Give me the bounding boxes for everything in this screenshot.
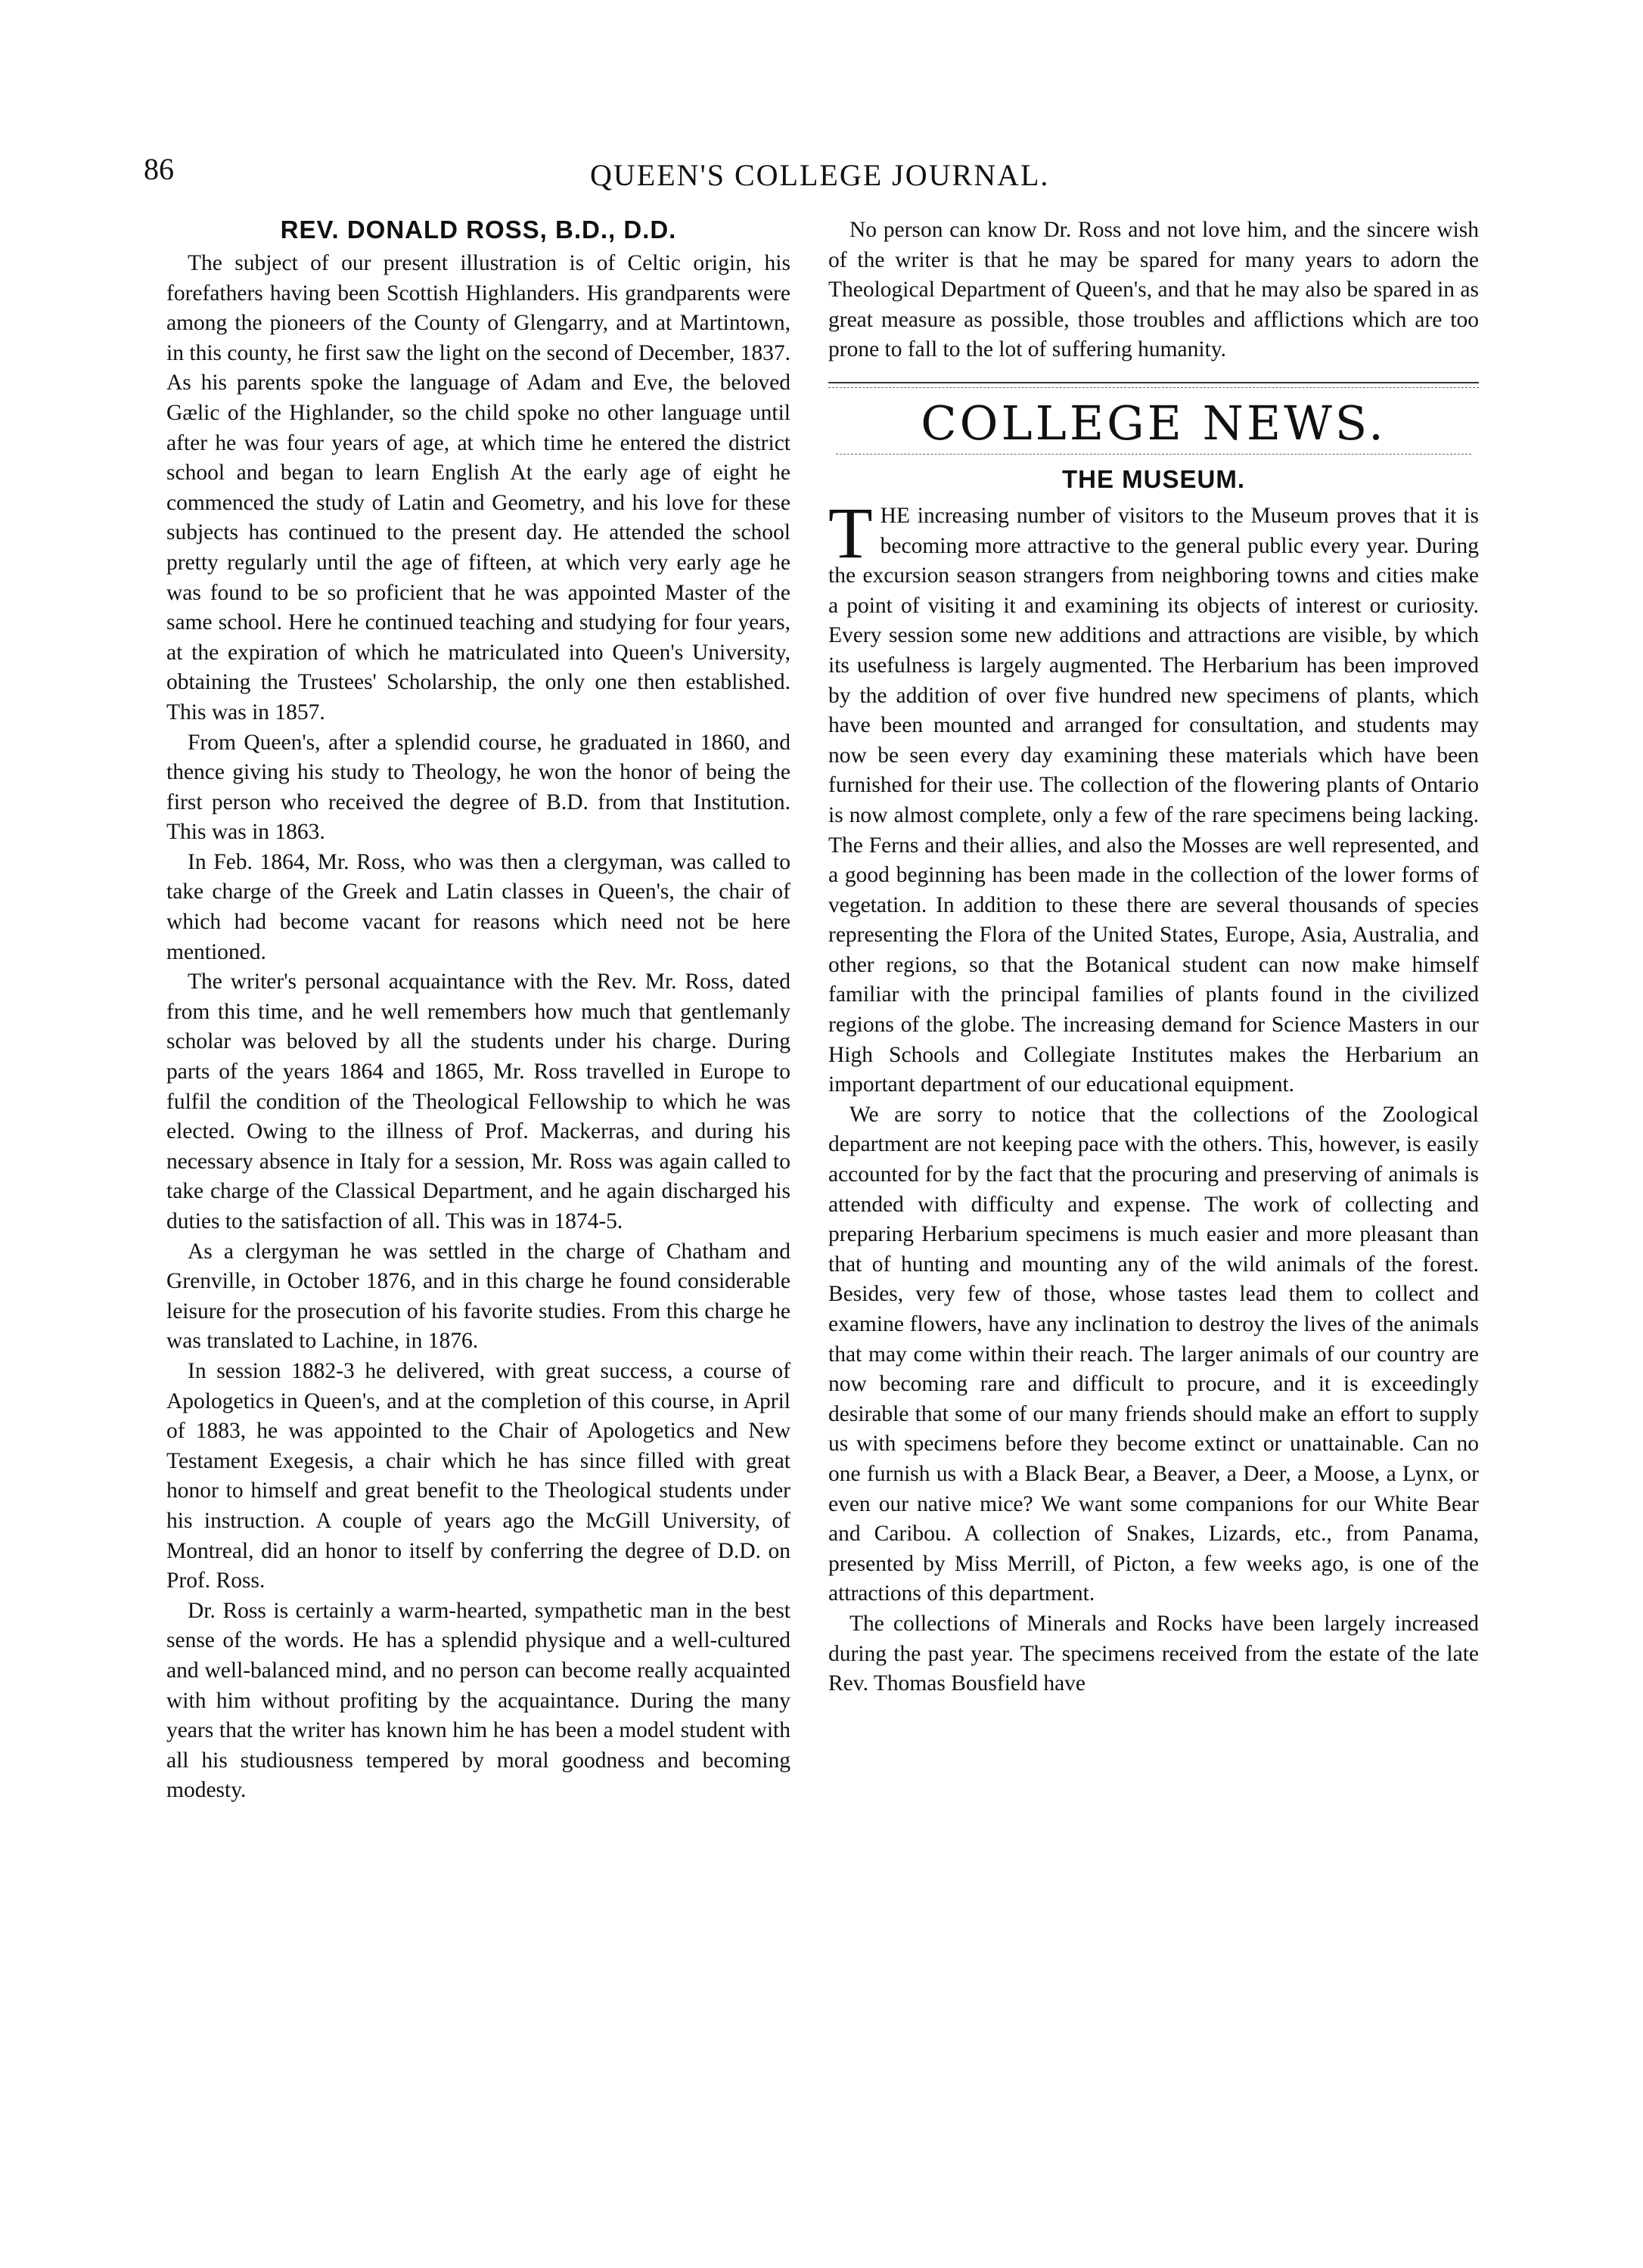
article-paragraph: In Feb. 1864, Mr. Ross, who was then a clergyman, was called to take charge of the Greek and Latin classes in Queen's, the chair of which had become vacant for reasons which need not be here mentioned. [166,849,790,964]
museum-paragraph: We are sorry to notice that the collections of the Zoological department are not keeping pace with the others. This, however, is easily accounted for by the fact that the procuring and preserving of animals is attended with difficulty and expense. The work of collecting and preparing Herbarium specimens is much easier and more pleasant than that of hunting and mounting any of the wild animals of the forest. Besides, very few of those, whose tastes lead them to collect and examine flowers, have any inclination to destroy the lives of the animals that may come within their reach. The larger animals of our country are now becoming rare and difficult to procure, and it is exceedingly desirable that some of our many friends should make an effort to supply us with specimens before they become extinct or unattainable. Can no one furnish us with a Black Bear, a Beaver, a Deer, a Moose, a Lynx, or even our native mice? We want some companions for our White Bear and Caribou. A collection of Snakes, Lizards, etc., from Panama, presented by Miss Merrill, of Picton, a few weeks ago, is one of the attractions of this department. [828,1102,1479,1606]
museum-paragraph [828,492,1479,1100]
museum-paragraph-text: HE increasing number of visitors to the Museum proves that it is becoming more attractive to the general public every year. During the excursion season strangers from neighboring towns and cities make a point of visiting it and examining its objects of interest or curiosity. Every session some new additions and attractions are visible, by which its usefulness is largely augmented. The Herbarium has been improved by the addition of over five hundred new specimens of plants, which have been mounted and arranged for consultation, and students may now be seen every day examining these materials which have been furnished for their use. The collection of the flowering plants of Ontario is now almost complete, only a few of the rare specimens being lacking. The Ferns and their allies, and also the Mosses are well represented, and a good beginning has been made in the collection of the lower forms of vegetation. In addition to these there are several thousands of species representing the Flora of the United States, Europe, Asia, Australia, and other regions, so that the Botanical student can now make himself familiar with the principal families of plants found in the civilized regions of the globe. The increasing demand for Science Masters in our High Schools and Collegiate Institutes makes the Herbarium an important department of our educational equipment. [828,503,1479,1097]
article-paragraph: In session 1882-3 he delivered, with great success, a course of Apologetics in Queen's, and at the completion of this course, in April of 1883, he was appointed to the Chair of Apologetics and New Testament Exegesis, a chair which he has since filled with great honor to himself and great benefit to the Theological students under his instruction. A couple of years ago the McGill University, of Montreal, did an honor to itself by conferring the degree of D.D. on Prof. Ross. [166,1358,790,1593]
article-paragraph: Dr. Ross is certainly a warm-hearted, sympathetic man in the best sense of the words. He has a splendid physique and a well-cultured and well-balanced mind, and no person can become really acquainted with him without profiting by the acquaintance. During the many years that the writer has known him he has been a model student with all his studiousness tempered by moral goodness and becoming modesty. [166,1598,790,1803]
museum-paragraph: The collections of Minerals and Rocks have been largely increased during the past year. The specimens received from the estate of the late Rev. Thomas Bousfield have [828,1611,1479,1696]
title-underline [836,454,1471,455]
divider-line [828,382,1479,383]
left-column [166,216,790,1806]
right-column [828,216,1479,1699]
section-subtitle: THE MUSEUM. [1062,464,1245,493]
drop-cap: T [828,492,873,573]
article-continued-paragraph: No person can know Dr. Ross and not love him, and the sincere wish of the writer is that he may be spared for many years to adorn the Theological Department of Queen's, and that he may also be spared in as great measure as possible, those troubles and afflictions which are too prone to fall to the lot of suffering humanity. [828,218,1479,362]
journal-title: QUEEN'S COLLEGE JOURNAL. [590,158,1050,192]
article-paragraph: The writer's personal acquaintance with the Rev. Mr. Ross, dated from this time, and he well remembers how much that gentlemanly scholar was beloved by all the students under his charge. During parts of the years 1864 and 1865, Mr. Ross travelled in Europe to fulfil the condition of the Theological Fellowship to which he was elected. Owing to the illness of Prof. Mackerras, and during his necessary absence in Italy for a session, Mr. Ross was again called to take charge of the Classical Department, and he again discharged his duties to the satisfaction of all. This was in 1874-5. [166,970,790,1233]
article-paragraph: From Queen's, after a splendid course, he graduated in 1860, and thence giving his study to Theology, he won the honor of being the first person who received the degree of B.D. from that Institution. This was in 1863. [166,730,790,845]
page-header [0,151,1643,204]
article-paragraph: The subject of our present illustration is of Celtic origin, his forefathers having been Scottish Highlanders. His grandparents were among the pioneers of the County of Glengarry, and at Martintown, in this county, he first saw the light on the second of December, 1837. As his parents spoke the language of Adam and Eve, the beloved Gælic of the Highlander, so the child spoke no other language until after he was four years of age, at which time he entered the district school and began to learn English At the early age of eight he commenced the study of Latin and Geometry, and his love for these subjects has continued to the present day. He attended the school pretty regularly until the age of fifteen, at which very early age he was found to be so proficient that he was appointed Master of the same school. Here he continued teaching and studying for four years, at the expiration of which he matriculated into Queen's University, obtaining the Trustees' Scholarship, the only one then established. This was in 1857. [166,251,790,724]
article-paragraph: As a clergyman he was settled in the charge of Chatham and Grenville, in October 1876, and in this charge he found considerable leisure for the prosecution of his favorite studies. From this charge he was translated to Lachine, in 1876. [166,1239,790,1354]
page-number: 86 [144,152,174,186]
article-title: REV. DONALD ROSS, B.D., D.D. [280,216,677,244]
section-divider [828,382,1479,388]
section-title: COLLEGE NEWS. [921,395,1387,451]
divider-line [828,387,1479,388]
